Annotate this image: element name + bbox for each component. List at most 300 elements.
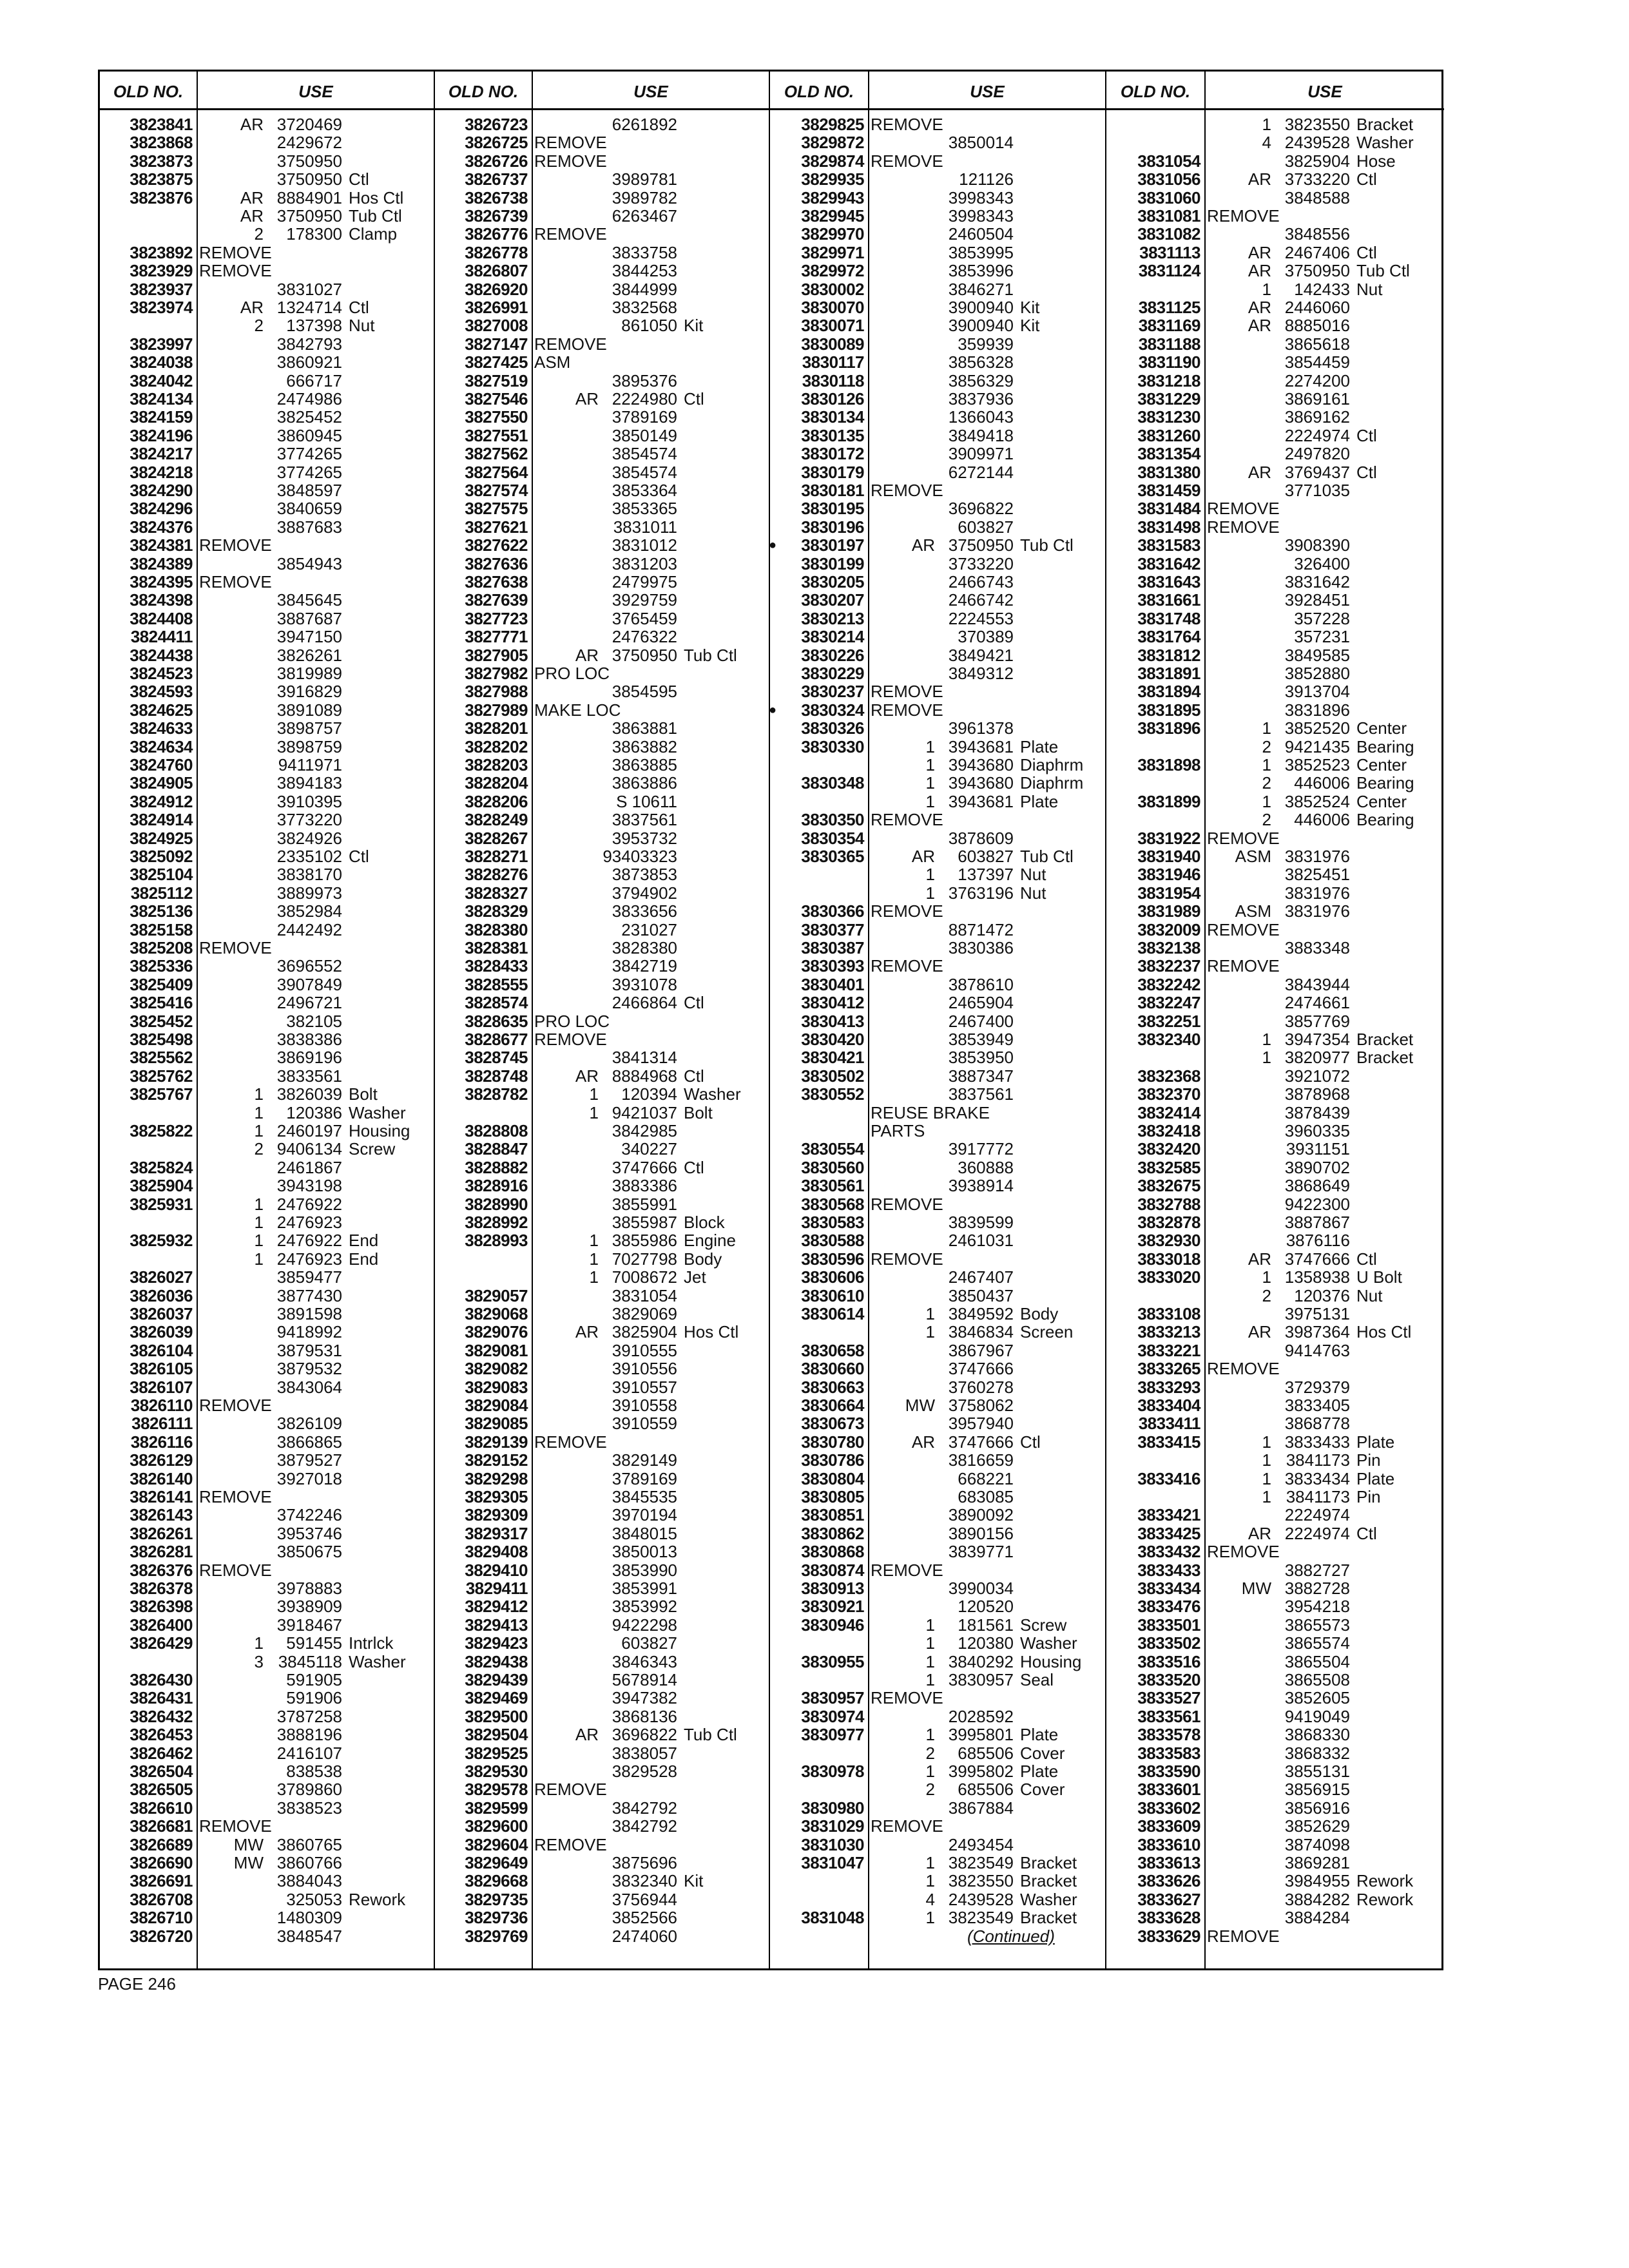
table-row [100,664,434,683]
old-part-number: 3830780 [801,1432,864,1452]
table-row [1106,133,1444,152]
table-row [100,1012,434,1031]
table-row [100,573,434,591]
old-part-number: 3829438 [465,1651,528,1671]
old-part-number: 3826991 [465,298,528,317]
quantity: MW [1241,1579,1271,1598]
table-row [770,975,1105,994]
part-description: Bolt [349,1084,378,1104]
old-part-number: 3832585 [1137,1157,1200,1177]
table-row [1106,628,1444,646]
table-row [100,170,434,189]
new-part-number: 3987364 [1284,1322,1350,1342]
quantity: 1 [925,1725,935,1745]
table-row [100,262,434,280]
table-row [100,1433,434,1452]
old-part-number: 3831642 [1137,553,1200,573]
new-part-number: 3838386 [276,1030,342,1049]
new-part-number: 3774265 [276,444,342,464]
table-row [770,1689,1105,1707]
table-row [1106,865,1444,884]
old-part-number: 3830213 [801,608,864,628]
old-part-number: 3829735 [465,1889,528,1909]
new-part-number: 683085 [958,1487,1014,1506]
new-part-number: 3878609 [948,828,1014,848]
new-part-number: 3831976 [1284,847,1350,866]
new-part-number: 3869196 [276,1048,342,1068]
quantity: AR [1248,316,1271,336]
old-part-number: 3829412 [465,1597,528,1617]
new-part-number: 685506 [958,1780,1014,1800]
old-part-number: 3826610 [130,1798,193,1818]
quantity: AR [240,187,264,207]
new-part-number: 3953746 [276,1523,342,1543]
old-part-number: 3828327 [465,883,528,903]
table-row [435,1195,769,1214]
old-part-number: 3824634 [130,736,193,756]
table-row [1106,1012,1444,1031]
use-note: REMOVE [871,810,943,830]
table-row [770,1780,1105,1799]
part-description: Bearing [1356,810,1414,830]
old-part-number: 3827425 [465,352,528,372]
new-part-number: 2474661 [1284,993,1350,1013]
table-row [770,1268,1105,1287]
table-row [435,884,769,903]
table-row [100,499,434,518]
old-part-number: 3824912 [130,791,193,811]
table-row [435,682,769,701]
part-description: Housing [349,1121,410,1140]
new-part-number: 3943680 [948,773,1014,793]
table-row [1106,1524,1444,1543]
revision-bullet-icon: ● [769,538,777,553]
quantity: 1 [254,1102,264,1122]
use-note: REMOVE [199,1487,272,1506]
table-row [770,1396,1105,1415]
old-part-number: 3828574 [465,993,528,1013]
table-row [100,1268,434,1287]
old-part-number: 3825762 [130,1066,193,1086]
new-part-number: 8884968 [612,1066,677,1086]
new-part-number: 3831896 [1284,700,1350,720]
table-row [100,865,434,884]
old-part-number: 3830614 [801,1304,864,1323]
part-description: Cover [1020,1743,1065,1763]
new-part-number: 3853990 [612,1560,677,1580]
new-part-number: 3879531 [276,1340,342,1360]
table-row [435,1762,769,1781]
table-row [100,902,434,921]
old-part-number: 3831188 [1138,334,1200,354]
quantity: 2 [925,1780,935,1800]
new-part-number: 3857769 [1284,1011,1350,1031]
use-note: REMOVE [534,224,607,244]
new-part-number: 3916829 [276,682,342,702]
old-part-number: 3824381 [130,535,193,555]
quantity: 1 [925,1670,935,1689]
new-part-number: 3894183 [276,773,342,793]
new-part-number: 2460197 [276,1121,342,1140]
table-row [1106,811,1444,829]
new-part-number: 3830957 [948,1670,1014,1689]
old-part-number: 3826430 [130,1670,193,1689]
table-row [1106,298,1444,317]
new-part-number: 3831011 [613,517,677,537]
table-row [770,481,1105,500]
quantity: 2 [925,1743,935,1763]
part-description: Center [1356,791,1407,811]
old-part-number: 3823997 [130,334,193,354]
table-row [435,719,769,738]
old-part-number: 3830205 [801,572,864,591]
old-part-number: 3825208 [130,938,193,957]
new-part-number: 3863885 [612,755,677,774]
old-part-number: 3826429 [130,1633,193,1653]
new-part-number: 3747666 [948,1432,1014,1452]
table-row [770,1158,1105,1177]
new-part-number: 3763196 [948,883,1014,903]
new-part-number: 3852880 [1284,664,1350,683]
quantity: AR [575,645,599,665]
table-row [1106,1597,1444,1616]
table-row [770,1470,1105,1488]
old-part-number: 3833421 [1137,1505,1200,1525]
table-row [435,1488,769,1506]
table-row [1106,1908,1444,1927]
part-description: Ctl [1356,169,1377,189]
part-description: Nut [1356,1285,1383,1305]
old-part-number: 3826400 [130,1615,193,1635]
old-part-number: 3824411 [130,627,193,647]
table-row [770,1671,1105,1689]
new-part-number: S 10611 [616,791,677,811]
old-part-number: 3829578 [465,1780,528,1800]
use-note: MAKE LOC [534,700,621,720]
new-part-number: 3829149 [612,1450,677,1470]
table-row [1106,170,1444,189]
new-part-number: 3850675 [276,1542,342,1562]
table-row [435,1122,769,1140]
new-part-number: 3850013 [612,1542,677,1562]
new-part-number: 3831203 [612,553,677,573]
old-part-number: 3831082 [1137,224,1200,244]
new-part-number: 3747666 [612,1157,677,1177]
old-part-number: 3828433 [465,956,528,976]
new-part-number: 3696552 [276,956,342,976]
old-part-number: 3826105 [130,1359,193,1379]
table-row [770,811,1105,829]
old-part-number: 3824296 [130,499,193,519]
part-description: Intrlck [349,1633,394,1653]
old-part-number: 3833501 [1137,1615,1200,1635]
quantity: AR [240,206,264,226]
old-part-number: 3830226 [801,645,864,665]
old-part-number: 3831922 [1137,828,1200,848]
table-row [1106,738,1444,756]
table-row [770,244,1105,262]
new-part-number: 591905 [286,1670,342,1689]
use-note: REMOVE [199,938,272,957]
new-part-number: 3855986 [612,1231,677,1251]
table-row [435,1231,769,1250]
old-part-number: 3832930 [1137,1231,1200,1251]
old-part-number: 3830663 [801,1377,864,1397]
new-part-number: 2474986 [276,389,342,408]
quantity: 1 [925,1322,935,1342]
new-part-number: 3910557 [612,1377,677,1397]
new-part-number: 9421435 [1284,736,1350,756]
table-row [770,408,1105,427]
new-part-number: 3953732 [612,828,677,848]
new-part-number: 3843064 [276,1377,342,1397]
quantity: 3 [254,1651,264,1671]
quantity: 1 [925,755,935,774]
table-row [770,1360,1105,1378]
old-part-number: 3832237 [1137,956,1200,976]
use-note: REMOVE [199,572,272,591]
new-part-number: 2446060 [1284,298,1350,317]
use-note: REMOVE [871,1560,943,1580]
table-row [100,1140,434,1158]
table-row [100,610,434,628]
table-row [770,719,1105,738]
table-row [100,207,434,226]
use-note: REMOVE [871,481,943,500]
table-row [100,408,434,427]
quantity: 1 [1262,1030,1271,1049]
table-row [100,1836,434,1854]
new-part-number: 3837561 [612,810,677,830]
old-part-number: 3823937 [130,279,193,299]
table-row [100,1927,434,1946]
quantity: AR [575,1322,599,1342]
old-part-number: 3826726 [465,151,528,171]
table-row [1106,1579,1444,1598]
table-row [100,280,434,299]
new-part-number: 2224980 [612,389,677,408]
new-part-number: 3837936 [948,389,1014,408]
old-part-number: 3829298 [465,1468,528,1488]
table-row [1106,884,1444,903]
new-part-number: 3865573 [1284,1615,1350,1635]
new-part-number: 3883348 [1284,938,1350,957]
new-part-number: 231027 [621,919,677,939]
table-row [100,518,434,537]
new-part-number: 3842792 [612,1798,677,1818]
quantity: 1 [925,1304,935,1323]
table-row [770,536,1105,555]
new-part-number: 3824926 [276,828,342,848]
new-part-number: 3879532 [276,1359,342,1379]
old-part-number: 3825092 [130,847,193,866]
table-row [100,1854,434,1872]
use-note: REMOVE [1207,1359,1280,1379]
new-part-number: 3833561 [276,1066,342,1086]
quantity: MW [233,1834,264,1854]
old-part-number: 3833213 [1137,1322,1200,1342]
old-part-number: 3826710 [130,1908,193,1928]
new-part-number: 3826039 [276,1084,342,1104]
new-part-number: 3854943 [276,553,342,573]
table-row [1106,1268,1444,1287]
new-part-number: 3943681 [948,736,1014,756]
use-note: REMOVE [199,1560,272,1580]
table-row [1106,499,1444,518]
old-part-number: 3829084 [465,1396,528,1415]
table-row [770,774,1105,793]
old-part-number: 3831459 [1137,481,1200,500]
old-part-number: 3830387 [801,938,864,957]
quantity: 2 [1262,1285,1271,1305]
quantity: 1 [589,1102,599,1122]
old-part-number: 3829317 [465,1523,528,1543]
old-part-number: 3829504 [465,1725,528,1745]
table-row [100,445,434,463]
table-row [435,1836,769,1854]
table-row [770,682,1105,701]
old-part-number: 3829439 [465,1670,528,1689]
part-description: Bracket [1020,1871,1077,1891]
header-old-no: OLD NO. [1106,73,1204,110]
new-part-number: 3900940 [948,316,1014,336]
table-row [100,1323,434,1341]
old-part-number: 3824408 [130,608,193,628]
new-part-number: 446006 [1294,810,1350,830]
part-description: Ctl [349,298,369,317]
old-part-number: 3827982 [465,664,528,683]
new-part-number: 3840292 [948,1651,1014,1671]
new-part-number: 3995802 [948,1762,1014,1781]
table-row [100,1542,434,1561]
old-part-number: 3830786 [801,1450,864,1470]
new-part-number: 3831976 [1284,883,1350,903]
new-part-number: 3860921 [276,352,342,372]
new-part-number: 2461867 [276,1157,342,1177]
old-part-number: 3830610 [801,1285,864,1305]
old-part-number: 3831896 [1137,718,1200,738]
new-part-number: 9414763 [1284,1340,1350,1360]
table-row [1106,1341,1444,1360]
table-row [1106,1488,1444,1506]
old-part-number: 3830070 [801,298,864,317]
quantity: 1 [1262,1487,1271,1506]
table-row [435,225,769,244]
old-part-number: 3831047 [801,1853,864,1872]
table-row [770,518,1105,537]
new-part-number: 3879527 [276,1450,342,1470]
old-part-number: 3826723 [465,115,528,134]
table-row [1106,591,1444,610]
use-note: REMOVE [534,1834,607,1854]
table-row [770,1048,1105,1067]
new-part-number: 1358938 [1284,1267,1350,1287]
old-part-number: 3826737 [465,169,528,189]
new-part-number: 3947150 [276,627,342,647]
table-row [100,1195,434,1214]
table-row [435,427,769,445]
new-part-number: 370389 [958,627,1014,647]
new-part-number: 3887683 [276,517,342,537]
table-row [1106,957,1444,975]
old-part-number: 3824914 [130,810,193,830]
new-part-number: 603827 [958,847,1014,866]
new-part-number: 3837561 [948,1084,1014,1104]
table-row [770,499,1105,518]
table-row [770,152,1105,171]
new-part-number: 3831642 [1284,572,1350,591]
old-part-number: 3832247 [1137,993,1200,1013]
new-part-number: 3742246 [276,1505,342,1525]
old-part-number: 3825562 [130,1048,193,1068]
new-part-number: 3841314 [612,1048,677,1068]
table-row [1106,994,1444,1012]
table-row [435,536,769,555]
quantity: 1 [254,1194,264,1214]
new-part-number: 3943681 [948,791,1014,811]
table-row [100,353,434,372]
old-part-number: 3832788 [1137,1194,1200,1214]
new-part-number: 3852629 [1284,1816,1350,1836]
table-row [435,262,769,280]
old-part-number: 3833020 [1137,1267,1200,1287]
table-row [435,610,769,628]
table-row [770,1836,1105,1854]
old-part-number: 3827723 [465,608,528,628]
table-row [435,189,769,207]
table-row [100,1104,434,1122]
old-part-number: 3832242 [1137,974,1200,994]
table-row [100,1524,434,1543]
table-row [435,1671,769,1689]
table-row [770,463,1105,482]
table-row [100,1597,434,1616]
new-part-number: 3908390 [1284,535,1350,555]
table-row [100,1360,434,1378]
table-row [770,225,1105,244]
new-part-number: 3866865 [276,1432,342,1452]
old-part-number: 3826708 [130,1889,193,1909]
new-part-number: 137398 [286,316,342,336]
old-part-number: 3823873 [130,151,193,171]
new-part-number: 3913704 [1284,682,1350,702]
old-part-number: 3829971 [801,242,864,262]
table-row [1106,115,1444,134]
old-part-number: 3828380 [465,919,528,939]
new-part-number: 3856916 [1284,1798,1350,1818]
old-part-number: 3830560 [801,1157,864,1177]
table-row [1106,1433,1444,1452]
table-row [100,189,434,207]
part-description: Nut [1356,279,1383,299]
new-part-number: 3825904 [612,1322,677,1342]
table-row [1106,1671,1444,1689]
part-description: Housing [1020,1651,1082,1671]
old-part-number: 3828916 [465,1176,528,1196]
part-description: Ctl [684,1066,704,1086]
table-row [1106,1122,1444,1140]
quantity: 1 [1262,1267,1271,1287]
old-part-number: 3828201 [465,718,528,738]
new-part-number: 3884043 [276,1871,342,1891]
table-row [100,1470,434,1488]
old-part-number: 3831230 [1137,407,1200,427]
quantity: 1 [925,865,935,885]
new-part-number: 3849592 [948,1304,1014,1323]
new-part-number: 3887687 [276,608,342,628]
new-part-number: 3898757 [276,718,342,738]
old-part-number: 3826690 [130,1853,193,1872]
